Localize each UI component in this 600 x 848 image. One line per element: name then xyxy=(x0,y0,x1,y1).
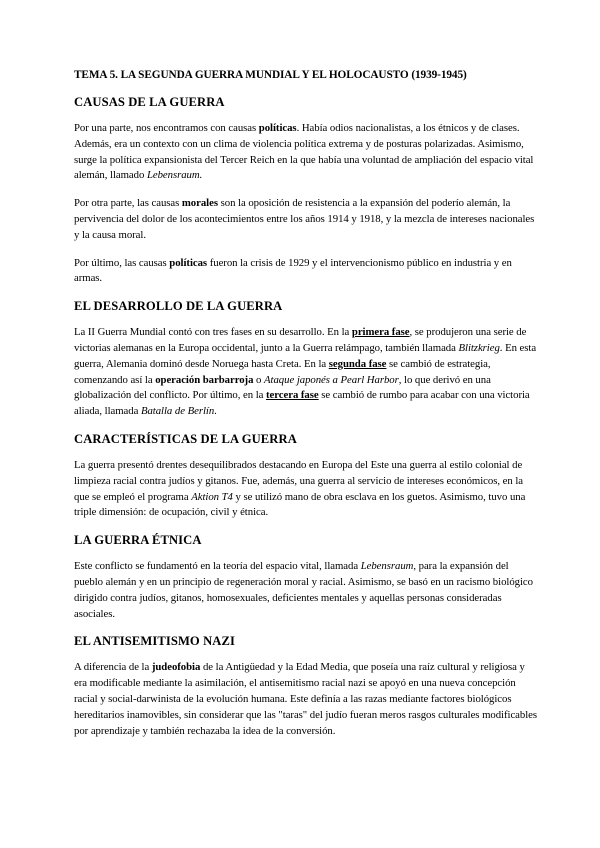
text-run: . En esta guerra, Alemania dominó desde Noruega hasta Creta. En la xyxy=(74,341,537,370)
document-title: TEMA 5. LA SEGUNDA GUERRA MUNDIAL Y EL HOLOCAUSTO (1939-1945) xyxy=(74,69,467,81)
text-run: Por otra parte, las causas xyxy=(74,197,182,210)
text-run: o xyxy=(253,373,265,386)
section-heading: LA GUERRA ÉTNICA xyxy=(74,533,202,548)
bold-term: políticas xyxy=(169,256,208,269)
paragraph xyxy=(74,121,540,184)
italic-term: Aktion T4 xyxy=(191,490,233,503)
bold-term: judeofobia xyxy=(151,661,201,674)
text-run: . Había odios nacionalistas, a los étnicos y de clases. Además, era un contexto con un clima de violencia política extrema y de posturas polarizadas. Asimismo, surge la política expansionista del Tercer Reich en la que había una voluntad de ampliación del espacio vital alemán, llamado xyxy=(74,122,534,182)
italic-term: Lebensraum xyxy=(360,560,414,573)
bold-term: políticas xyxy=(258,122,297,134)
text-run: , para la expansión del pueblo alemán y en un principio de regeneración moral y racial. Asimismo, se basó en un racismo biológico dirigido contra judíos, gitanos, homosexuales, deficientes mentales y aquellas personas consideradas asociales. xyxy=(74,560,533,620)
text-run: La guerra presentó drentes desequilibrados destacando en Europa del Este una guerra al estilo colonial de limpieza racial contra judíos y gitanos. Fue, además, una guerra al servicio de intereses económicos, en la que se empleó el programa xyxy=(74,458,523,503)
underlined-bold-term: segunda fase xyxy=(328,357,387,370)
text-run: , lo que derivó en una globalización del conflicto. Por último, en la xyxy=(74,373,491,402)
italic-term: Batalla de Berlín xyxy=(140,405,215,418)
paragraph xyxy=(74,660,540,739)
paragraph xyxy=(74,256,540,288)
section-heading: EL ANTISEMITISMO NAZI xyxy=(74,634,235,649)
italic-term: Lebensraum. xyxy=(146,169,203,182)
section-heading: CARACTERÍSTICAS DE LA GUERRA xyxy=(74,431,297,446)
italic-term: Blitzkrieg xyxy=(458,341,500,354)
section-heading: CAUSAS DE LA GUERRA xyxy=(74,95,225,109)
paragraph xyxy=(74,196,540,243)
section xyxy=(74,299,540,420)
text-run: fueron la crisis de 1929 y el intervencionismo público en industria y en armas. xyxy=(74,256,512,285)
bold-term: morales xyxy=(181,197,218,210)
paragraph xyxy=(74,559,540,622)
text-run: Por último, las causas xyxy=(74,256,170,269)
paragraph xyxy=(74,458,540,521)
underlined-bold-term: primera fase xyxy=(351,326,410,339)
text-run: A diferencia de la xyxy=(74,661,152,674)
section xyxy=(74,634,540,739)
text-run: Este conflicto se fundamentó en la teoría del espacio vital, llamada xyxy=(74,560,361,573)
text-run: de la Antigüedad y la Edad Media, que poseía una raíz cultural y religiosa y era modificable mediante la asimilación, el antisemitismo racial nazi se apoyó en una nueva concepción racial y social-darwinista de la evolución humana. Este definía a las razas mediante factores biológicos hereditarios inamovibles, sin considerar que las "taras" del judío fueran meros rasgos culturales modificables por aprendizaje y también rechazaba la idea de la conversión. xyxy=(74,661,537,737)
text-run: son la oposición de resistencia a la expansión del poderío alemán, la pervivencia del dolor de los acontecimientos entre los años 1914 y 1918, y la mezcla de intereses nacionales y la causa moral. xyxy=(74,197,535,241)
underlined-bold-term: tercera fase xyxy=(266,389,319,402)
text-run: , se produjeron una serie de victorias alemanas en la Europa occidental, junto a la Guerra relámpago, también llamada xyxy=(74,326,527,354)
section-heading: EL DESARROLLO DE LA GUERRA xyxy=(74,299,283,314)
text-run: Por una parte, nos encontramos con causas xyxy=(74,122,259,134)
text-run: La II Guerra Mundial contó con tres fases en su desarrollo. En la xyxy=(74,326,352,339)
section xyxy=(74,432,540,521)
paragraph xyxy=(74,325,540,420)
italic-term: Ataque japonés a Pearl Harbor xyxy=(264,373,399,386)
section xyxy=(74,95,540,287)
text-run: y se utilizó mano de obra esclava en los guetos. Asimismo, tuvo una triple dimensión: de ocupación, civil y étnica. xyxy=(74,490,526,519)
document-body xyxy=(74,95,540,739)
text-run: . xyxy=(214,405,217,418)
text-run: se cambió de estrategia, comenzando así la xyxy=(74,357,491,386)
section xyxy=(74,533,540,622)
text-run: se cambió de rumbo para acabar con una victoria aliada, llamada xyxy=(74,389,530,418)
bold-term: operación barbarroja xyxy=(155,373,254,386)
